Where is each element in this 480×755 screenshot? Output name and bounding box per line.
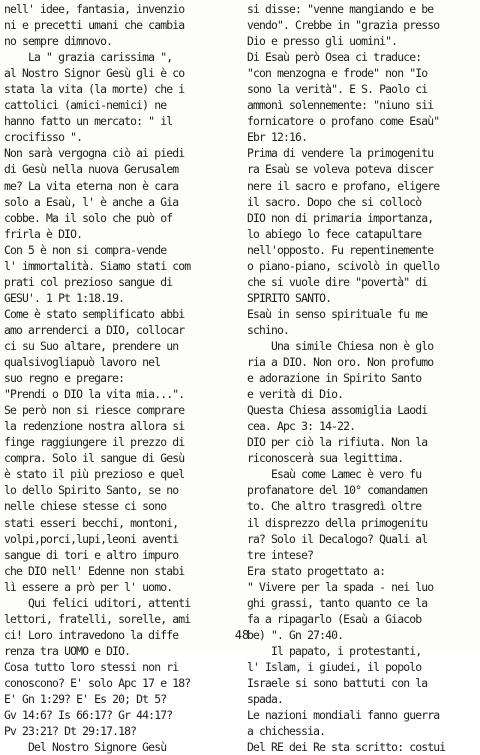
text-line: prati col prezioso sangue di — [4, 274, 173, 289]
text-line: Ebr 12:16. — [247, 130, 308, 145]
text-line: è stato il più prezioso e quel — [4, 467, 185, 482]
text-line: qualsivogliapuò lavoro nel — [4, 355, 161, 370]
text-line: il sacro. Dopo che si collocò — [247, 194, 422, 209]
text-line: Questa Chiesa assomiglia Laodi — [247, 403, 428, 418]
text-line: frirla è DIO. — [4, 226, 83, 241]
text-line: ci! Loro intravedono la diffe — [4, 627, 179, 642]
text-line: Prima di vendere la primogenitu — [247, 146, 434, 161]
text-line: Era stato progettato a: — [247, 563, 386, 578]
text-line: Di Esaù però Osea ci traduce: — [247, 50, 422, 65]
text-line: lo dello Spirito Santo, se no — [4, 483, 179, 498]
text-line: o piano-piano, scivolò in quello — [247, 258, 440, 273]
text-line: renza tra UOMO e DIO. — [4, 643, 131, 658]
text-line: ra Esaù se voleva poteva discer — [247, 162, 434, 177]
text-line: E' Gn 1:29? E' Es 20; Dt 5? — [4, 692, 167, 707]
text-line: riconoscerà sua legittima. — [247, 451, 404, 466]
text-line: ghi grassi, tanto quanto ce la — [247, 595, 428, 610]
text-line: ria a DIO. Non oro. Non profumo — [247, 355, 434, 370]
text-line: fornicatore o profano come Esaù" — [247, 114, 440, 129]
text-line: nere il sacro e profano, eligere — [247, 178, 440, 193]
right-text-column — [247, 1, 477, 755]
text-line: Pv 23:21? Dt 29:17.18? — [4, 724, 137, 739]
text-line: stati esseri becchi, montoni, — [4, 515, 179, 530]
text-line: schino. — [247, 322, 290, 337]
text-line: si disse: "venne mangiando e be — [247, 2, 434, 16]
text-line: Una simile Chiesa non è glo — [247, 338, 434, 353]
text-line: Del Nostro Signore Gesù — [4, 740, 167, 755]
text-line: che DIO nell' Edenne non stabi — [4, 563, 185, 578]
text-line: "con menzogna e frode" non "Io — [247, 66, 428, 81]
text-line: Non sarà vergogna ciò ai piedi — [4, 146, 185, 161]
text-line: ni e precetti umani che cambia — [4, 18, 185, 33]
text-line: volpi,porci,lupi,leoni aventi — [4, 531, 179, 546]
text-line: Gv 14:6? Is 66:17? Gr 44:17? — [4, 708, 173, 723]
text-line: Dio e presso gli uomini". — [247, 34, 398, 49]
text-line: crocifisso ". — [4, 130, 83, 145]
text-line: Come è stato semplificato abbi — [4, 306, 185, 321]
text-line: spada. — [247, 692, 284, 707]
text-line: la redenzione nostra allora si — [4, 419, 185, 434]
text-line: sono la verità". E S. Paolo ci — [247, 82, 428, 97]
text-line: al Nostro Signor Gesù gli è co — [4, 66, 185, 81]
text-line: solo a Esaù, l' è anche a Gia — [4, 194, 179, 209]
text-line: l' immortalità. Siamo stati com — [4, 258, 191, 273]
text-line: fa a ripagarlo (Esaù a Giacob — [247, 611, 422, 626]
text-line: " Vivere per la spada - nei luo — [247, 579, 434, 594]
text-line: l' Islam, i giudei, il popolo — [247, 659, 422, 674]
text-line: finge raggiungere il prezzo di — [4, 435, 185, 450]
text-line: e adorazione in Spirito Santo — [247, 371, 422, 386]
text-line: a chichessia. — [247, 724, 326, 739]
text-line: amo arrenderci a DIO, collocar — [4, 322, 185, 337]
text-line: compra. Solo il sangue di Gesù — [4, 451, 185, 466]
text-line: DIO non di primaria importanza, — [247, 210, 434, 225]
text-line: lo abiego lo fece catapultare — [247, 226, 422, 241]
text-line: DIO per ciò la rifiuta. Non la — [247, 435, 428, 450]
text-line: nell' idee, fantasia, invenzio — [4, 2, 185, 16]
text-line: di Gesù nella nuova Gerusalem — [4, 162, 179, 177]
text-line: nell'opposto. Fu repentinemente — [247, 242, 434, 257]
text-line: profanatore del 10° comandamen — [247, 483, 428, 498]
text-line: ra? Solo il Decalogo? Quali al — [247, 531, 428, 546]
text-line: cea. Apc 3: 14-22. — [247, 419, 356, 434]
text-line: ammonì solennemente: "niuno sii — [247, 98, 434, 113]
text-line: Con 5 è non si compra-vende — [4, 242, 167, 257]
text-line: hanno fatto un mercato: " il — [4, 114, 173, 129]
text-line: cattolici (amici-nemici) ne — [4, 98, 167, 113]
text-line: Israele si sono battuti con la — [247, 675, 428, 690]
left-text-column — [4, 1, 240, 755]
text-line: Cosa tutto loro stessi non ri — [4, 659, 179, 674]
text-line: La " grazia carissima ", — [4, 50, 173, 65]
text-line: SPIRITO SANTO. — [247, 290, 332, 305]
text-line: lettori, fratelli, sorelle, ami — [4, 611, 191, 626]
text-line: be) ". Gn 27:40. — [247, 627, 344, 642]
text-line: no sempre dimnovo. — [4, 34, 113, 49]
text-line: Del RE dei Re sta scritto: costui — [247, 740, 446, 755]
text-line: sangue di tori e altro impuro — [4, 547, 179, 562]
text-line: Se però non si riesce comprare — [4, 403, 185, 418]
text-line: to. Che altro trasgredì oltre — [247, 499, 422, 514]
text-line: conoscono? E' solo Apc 17 e 18? — [4, 675, 191, 690]
text-line: e verità di Dio. — [247, 387, 344, 402]
text-line: vendo". Crebbe in "grazia presso — [247, 18, 440, 33]
text-line: Esaù come Lamec è vero fu — [247, 467, 422, 482]
text-line: suo regno e pregare: — [4, 371, 125, 386]
text-line: me? La vita eterna non è cara — [4, 178, 179, 193]
text-line: nelle chiese stesse ci sono — [4, 499, 167, 514]
text-line: tre intese? — [247, 547, 314, 562]
text-line: Esaù in senso spirituale fu me — [247, 306, 428, 321]
text-line: stata la vita (la morte) che i — [4, 82, 185, 97]
text-line: cobbe. Ma il solo che può of — [4, 210, 173, 225]
text-line: il disprezzo della primogenitu — [247, 515, 428, 530]
text-line: Qui felici uditori, attenti — [4, 595, 191, 610]
text-line: ci su Suo altare, prendere un — [4, 338, 179, 353]
text-line: Le nazioni mondiali fanno guerra — [247, 708, 440, 723]
page-number: 48 — [234, 628, 250, 642]
text-line: GESU'. 1 Pt 1:18.19. — [4, 290, 125, 305]
text-line: Il papato, i protestanti, — [247, 643, 422, 658]
text-line: "Prendi o DIO la vita mia...". — [4, 387, 185, 402]
text-line: che si vuole dire "povertà" di — [247, 274, 428, 289]
text-line: lì essere a prò per l' uomo. — [4, 579, 173, 594]
